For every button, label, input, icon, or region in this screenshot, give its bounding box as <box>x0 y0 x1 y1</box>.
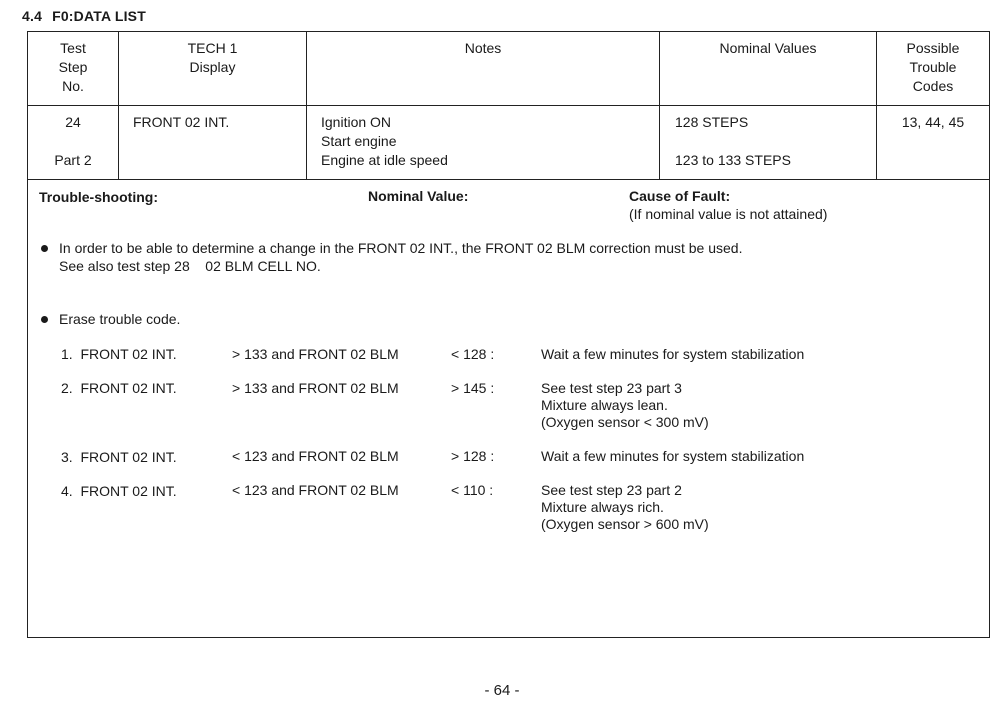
condition-item-value: < 110 : <box>451 482 494 498</box>
condition-item-label: 2. FRONT 02 INT. <box>61 380 177 396</box>
condition-item-cond: > 133 and FRONT 02 BLM <box>232 380 399 396</box>
header-test-step: Test Step No. <box>58 40 88 94</box>
bullet-dot <box>41 316 48 323</box>
condition-item-label: 4. FRONT 02 INT. <box>61 483 177 499</box>
section-number: 4.4 <box>22 8 43 24</box>
bullet-text-erase-code: Erase trouble code. <box>59 311 181 327</box>
row-divider <box>27 179 990 180</box>
bullet-text-see-also: See also test step 28 02 BLM CELL NO. <box>59 258 321 274</box>
condition-item-cond: < 123 and FRONT 02 BLM <box>232 448 399 464</box>
cell-nominal-value-2: 123 to 133 STEPS <box>675 152 791 168</box>
cell-notes: Ignition ON Start engine Engine at idle speed <box>321 114 448 168</box>
section-title: F0:DATA LIST <box>52 8 146 24</box>
cell-display: FRONT 02 INT. <box>133 114 230 130</box>
cause-of-fault-note: (If nominal value is not attained) <box>629 206 828 222</box>
condition-item-cond: < 123 and FRONT 02 BLM <box>232 482 399 498</box>
cause-of-fault-label: Cause of Fault: <box>629 188 731 204</box>
cell-step-number: 24 <box>65 114 81 130</box>
nominal-value-label: Nominal Value: <box>368 188 469 204</box>
condition-item-value: > 145 : <box>451 380 495 396</box>
header-tech1-display: TECH 1 Display <box>187 40 238 75</box>
condition-item-cause: See test step 23 part 3 Mixture always lean. (Oxygen sensor < 300 mV) <box>541 380 709 430</box>
header-notes: Notes <box>464 40 502 56</box>
condition-item-cause: Wait a few minutes for system stabilization <box>541 346 805 362</box>
condition-item-label: 3. FRONT 02 INT. <box>61 449 177 465</box>
troubleshooting-label: Trouble-shooting: <box>39 189 158 205</box>
condition-item-value: < 128 : <box>451 346 495 362</box>
cell-step-part: Part 2 <box>54 152 92 168</box>
page-number: - 64 - <box>484 682 520 699</box>
bullet-text-blm-correction: In order to be able to determine a change in the FRONT 02 INT., the FRONT 02 BLM correction must be used. <box>59 240 743 256</box>
condition-item-cause: Wait a few minutes for system stabilization <box>541 448 805 464</box>
condition-item-cond: > 133 and FRONT 02 BLM <box>232 346 399 362</box>
condition-item-value: > 128 : <box>451 448 495 464</box>
condition-item-cause: See test step 23 part 2 Mixture always rich. (Oxygen sensor > 600 mV) <box>541 482 709 532</box>
cell-trouble-codes: 13, 44, 45 <box>901 114 965 130</box>
header-nominal-values: Nominal Values <box>719 40 817 56</box>
condition-item-label: 1. FRONT 02 INT. <box>61 346 177 362</box>
bullet-dot <box>41 245 48 252</box>
header-trouble-codes: Possible Trouble Codes <box>906 40 960 94</box>
cell-nominal-value-1: 128 STEPS <box>675 114 749 130</box>
section-heading <box>22 8 146 24</box>
header-divider <box>27 105 990 106</box>
